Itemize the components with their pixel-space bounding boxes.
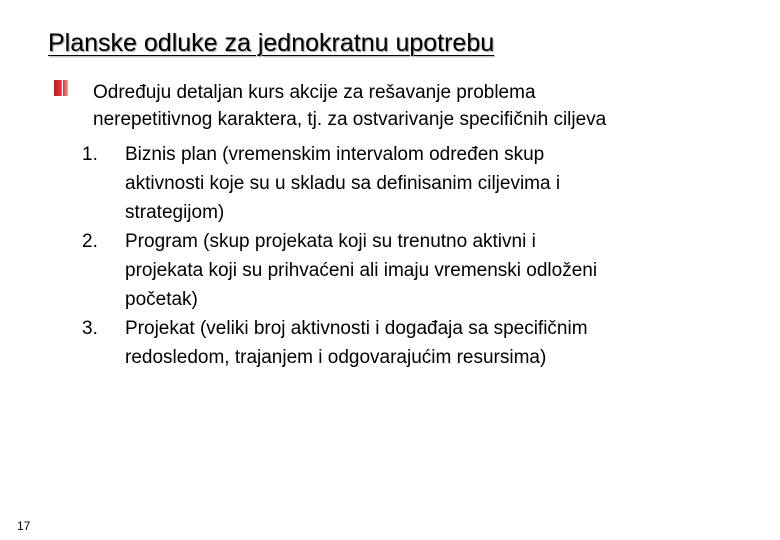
list-item-number: 3. [82,318,98,339]
list-item-line: Projekat (veliki broj aktivnosti i događaja sa specifičnim [125,318,588,339]
list-item-line: početak) [125,289,198,310]
red-square-bullet-icon [54,80,68,96]
slide-title: Planske odluke za jednokratnu upotrebu [48,29,495,57]
lead-line: nerepetitivnog karaktera, tj. za ostvarivanje specifičnih ciljeva [93,109,607,130]
list-item [82,227,742,314]
list-item-number: 2. [82,231,98,252]
list-item-line: aktivnosti koje su u skladu sa definisanim ciljevima i [125,173,561,194]
list-item-line: strategijom) [125,202,225,223]
lead-line: Određuju detaljan kurs akcije za rešavanje problema [93,82,536,103]
list-item [82,314,742,372]
list-item-line: redosledom, trajanjem i odgovarajućim resursima) [125,347,547,368]
list-item-text [125,227,742,314]
numbered-list [82,140,742,372]
list-item-text [125,314,742,372]
list-item-line: Program (skup projekata koji su trenutno aktivni i [125,231,536,252]
lead-paragraph [93,79,753,133]
list-item-line: projekata koji su prihvaćeni ali imaju vremenski odloženi [125,260,598,281]
list-item [82,140,742,227]
page-number: 17 [17,519,31,533]
list-item-line: Biznis plan (vremenskim intervalom određen skup [125,144,545,165]
list-item-number: 1. [82,144,98,165]
list-item-text [125,140,742,227]
